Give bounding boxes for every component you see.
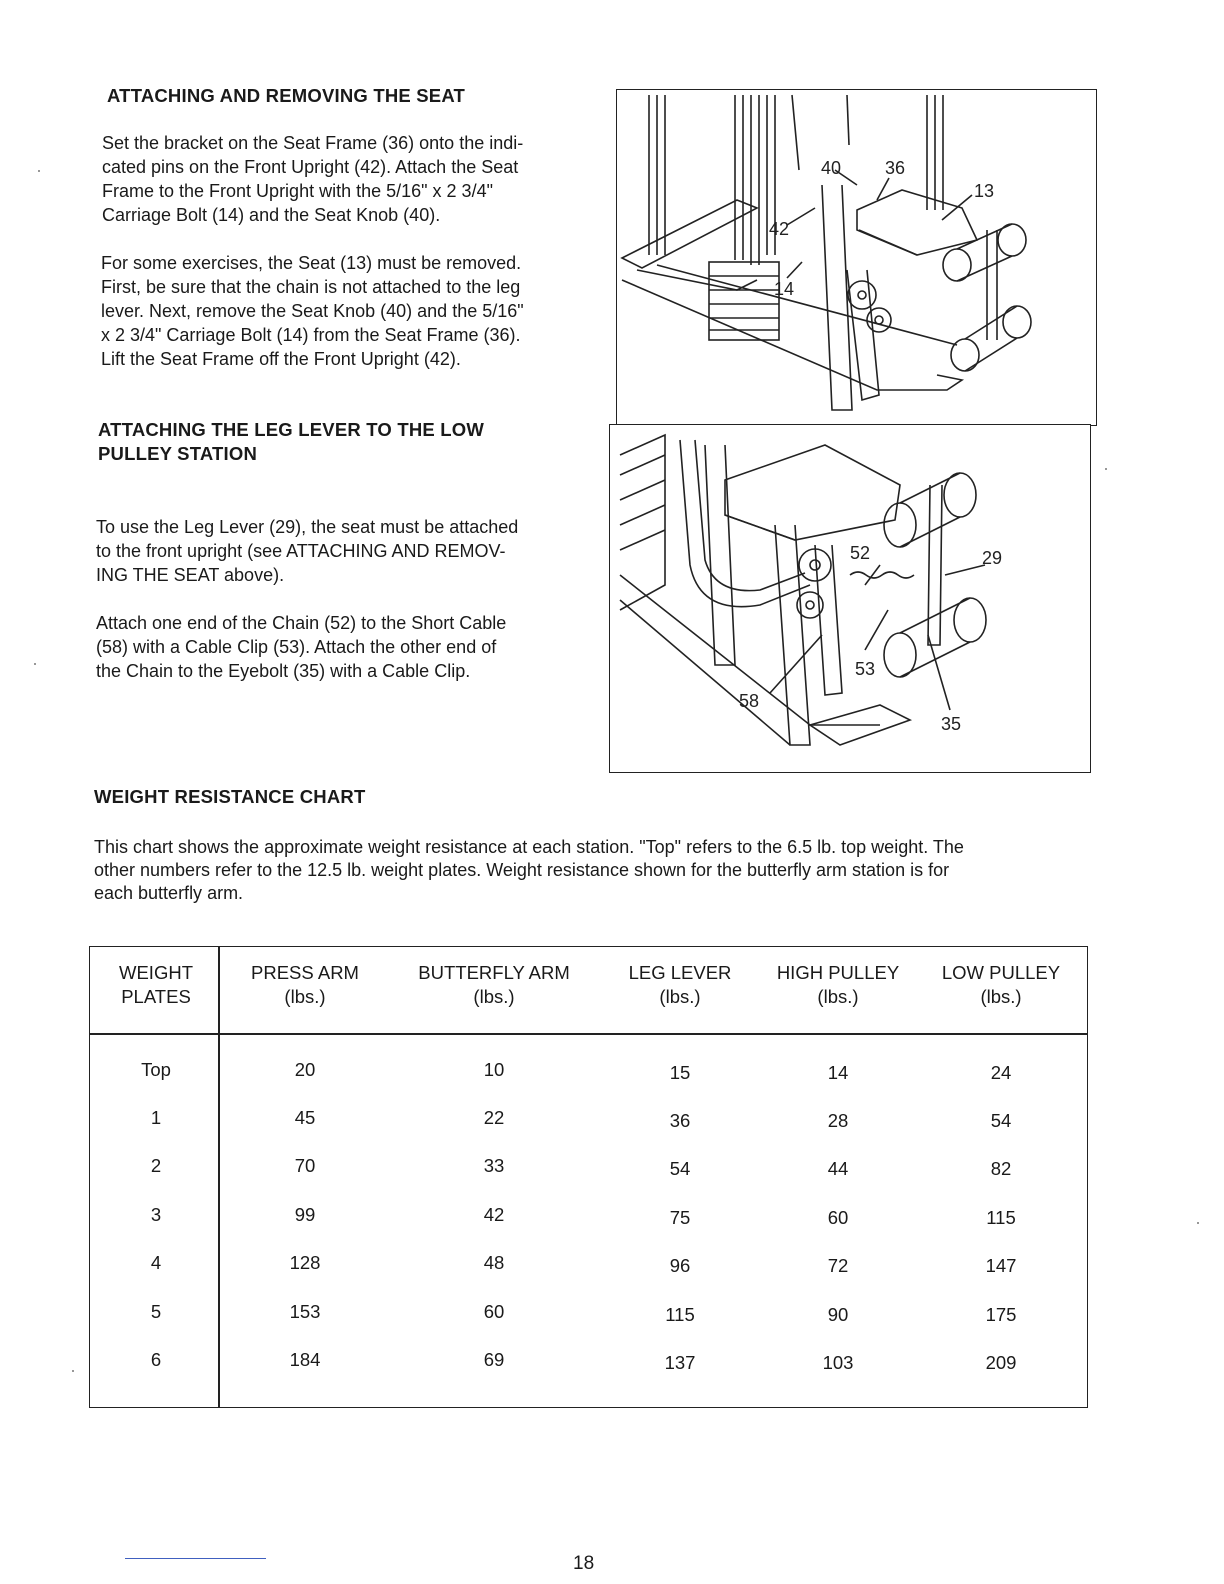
footer-rule — [125, 1558, 266, 1559]
table-cell: 90 — [827, 1304, 849, 1325]
seat-paragraph-2: For some exercises, the Seat (13) must be removed. First, be sure that the chain is not attached to the leg lever. Next, remove the Seat Knob (40) and the 5/16" x 2 3/4" Carriage Bolt (14) from the Seat Frame (36). Lift the Seat Frame off the Front Upright (42). — [101, 253, 524, 369]
chart-section-heading: WEIGHT RESISTANCE CHART — [94, 786, 366, 807]
table-cell: 60 — [827, 1207, 849, 1228]
callout-35: 35 — [941, 714, 962, 734]
table-cell: 22 — [483, 1107, 505, 1128]
table-cell: 24 — [990, 1062, 1012, 1083]
table-cell: 33 — [483, 1155, 505, 1176]
column-header-title: WEIGHT — [119, 962, 193, 983]
callout-42: 42 — [769, 219, 790, 239]
seat-assembly-drawing — [617, 90, 1096, 425]
column-header — [942, 961, 1060, 1009]
callout-58: 58 — [739, 691, 760, 711]
callout-40: 40 — [821, 158, 842, 178]
table-cell: 48 — [483, 1252, 505, 1273]
callout-29: 29 — [982, 548, 1003, 568]
column-header-title: LOW PULLEY — [941, 962, 1061, 983]
table-cell: 45 — [294, 1107, 316, 1128]
callout-14: 14 — [774, 279, 795, 299]
column-header-unit: (lbs.) — [980, 986, 1022, 1007]
table-cell: 36 — [669, 1110, 691, 1131]
column-header-title: BUTTERFLY ARM — [418, 962, 570, 983]
table-row-label: 1 — [150, 1107, 162, 1128]
column-header — [629, 961, 732, 1009]
table-cell: 75 — [669, 1207, 691, 1228]
seat-paragraph-1: Set the bracket on the Seat Frame (36) onto the indi- cated pins on the Front Upright (42). Attach the Seat Frame to the Front Upright with the 5/16" x 2 3/4" Carriage Bolt (14) and the Seat Knob (40). — [102, 133, 524, 225]
callout-36: 36 — [885, 158, 906, 178]
callout-52: 52 — [850, 543, 871, 563]
scan-speck — [1105, 468, 1107, 470]
table-cell: 128 — [289, 1252, 321, 1273]
leg-paragraph-2: Attach one end of the Chain (52) to the Short Cable (58) with a Cable Clip (53). Attach the other end of the Chain to the Eyebolt (35) with a Cable Clip. — [96, 613, 507, 681]
table-cell: 72 — [827, 1255, 849, 1276]
column-header-unit: (lbs.) — [659, 986, 701, 1007]
column-header-title: PRESS ARM — [251, 962, 359, 983]
table-row-label: 3 — [150, 1204, 162, 1225]
table-cell: 82 — [990, 1158, 1012, 1179]
scan-speck — [72, 1370, 74, 1372]
column-header-unit: PLATES — [121, 986, 191, 1007]
table-row-label: 4 — [150, 1252, 162, 1273]
table-cell: 184 — [289, 1349, 321, 1370]
table-cell: 54 — [990, 1110, 1012, 1131]
column-header — [418, 961, 569, 1009]
table-cell: 54 — [669, 1158, 691, 1179]
table-cell: 175 — [985, 1304, 1017, 1325]
table-cell: 28 — [827, 1110, 849, 1131]
table-cell: 137 — [664, 1352, 696, 1373]
table-cell: 153 — [289, 1301, 321, 1322]
table-cell: 69 — [483, 1349, 505, 1370]
table-divider-horizontal — [90, 1033, 1087, 1035]
table-cell: 103 — [822, 1352, 854, 1373]
scan-speck — [38, 170, 40, 172]
table-row-label: 6 — [150, 1349, 162, 1370]
column-header-title: LEG LEVER — [628, 962, 732, 983]
column-header-unit: (lbs.) — [284, 986, 326, 1007]
column-header-unit: (lbs.) — [817, 986, 859, 1007]
table-cell: 15 — [669, 1062, 691, 1083]
table-cell: 10 — [483, 1059, 505, 1080]
column-header-unit: (lbs.) — [473, 986, 515, 1007]
leg-lever-drawing — [610, 425, 1090, 772]
table-cell: 99 — [294, 1204, 316, 1225]
weight-resistance-table — [89, 946, 1088, 1408]
table-cell: 70 — [294, 1155, 316, 1176]
column-header — [119, 961, 193, 1009]
table-row-label: 2 — [150, 1155, 162, 1176]
table-cell: 20 — [294, 1059, 316, 1080]
column-header-title: HIGH PULLEY — [776, 962, 900, 983]
table-cell: 209 — [985, 1352, 1017, 1373]
table-cell: 115 — [986, 1207, 1016, 1228]
table-cell: 42 — [483, 1204, 505, 1225]
table-cell: 60 — [483, 1301, 505, 1322]
table-cell: 115 — [665, 1304, 695, 1325]
leg-section-heading: ATTACHING THE LEG LEVER TO THE LOW PULLEY STATION — [98, 419, 485, 464]
chart-intro-paragraph: This chart shows the approximate weight resistance at each station. "Top" refers to the 6.5 lb. top weight. The other numbers refer to the 12.5 lb. weight plates. Weight resistance shown for the butterfly arm station is for each butterfly arm. — [94, 837, 964, 903]
page-number: 18 — [573, 1553, 595, 1574]
table-cell: 44 — [827, 1158, 849, 1179]
callout-13: 13 — [974, 181, 995, 201]
callout-53: 53 — [855, 659, 876, 679]
scan-speck — [1197, 1222, 1199, 1224]
column-header — [777, 961, 899, 1009]
column-header — [251, 961, 359, 1009]
table-divider-vertical — [218, 947, 220, 1407]
table-cell: 96 — [669, 1255, 691, 1276]
table-cell: 14 — [827, 1062, 849, 1083]
table-row-label: Top — [141, 1059, 171, 1080]
table-cell: 147 — [985, 1255, 1017, 1276]
leg-paragraph-1: To use the Leg Lever (29), the seat must be attached to the front upright (see ATTACHING AND REMOV- ING THE SEAT above). — [96, 517, 519, 585]
scan-speck — [34, 663, 36, 665]
seat-section-heading: ATTACHING AND REMOVING THE SEAT — [107, 85, 466, 106]
leg-lever-figure — [609, 424, 1091, 773]
table-row-label: 5 — [150, 1301, 162, 1322]
seat-assembly-figure — [616, 89, 1097, 426]
